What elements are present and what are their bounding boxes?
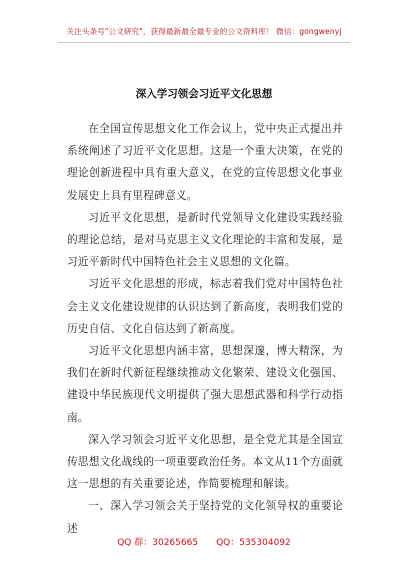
paragraph-2: 习近平文化思想，是新时代党领导文化建设实践经验的理论总结，是对马克思主义文化理论的丰富和发展，是习近平新时代中国特色社会主义思想的文化篇。 (67, 211, 343, 269)
document-body (67, 118, 343, 540)
paragraph-4: 习近平文化思想内涵丰富，思想深邃，博大精深，为我们在新时代新征程继续推动文化繁荣、建设文化强国、建设中华民族现代文明提供了强大思想武器和科学行动指南。 (67, 345, 343, 424)
paragraph-1: 在全国宣传思想文化工作会议上，党中央正式提出并系统阐述了习近平文化思想。这是一个重大决策，在党的理论创新进程中具有重大意义，在党的宣传思想文化事业发展史上具有里程碑意义。 (67, 123, 343, 202)
header-divider (58, 42, 350, 43)
footer-qq: QQ：535304092 (216, 538, 291, 548)
header-promo-note: 关注头条号"公文研究"，获得最新最全最专业的公文资料库！ 微信：gongwenyj (66, 27, 342, 36)
section-heading-1: 一、深入学习领会关于坚持党的文化领导权的重要论述 (67, 500, 343, 535)
footer-contact (0, 535, 408, 548)
paragraph-5: 深入学习领会习近平文化思想，是全党尤其是全国宣传思想文化战线的一项重要政治任务。本文从11个方面就这一思想的有关重要论述，作简要梳理和解读。 (67, 433, 343, 491)
document-title: 深入学习领会习近平文化思想 (135, 88, 273, 100)
footer-qq-group: QQ 群：30265665 (117, 538, 199, 548)
paragraph-3: 习近平文化思想的形成，标志着我们党对中国特色社会主义文化建设规律的认识达到了新高度，表明我们党的历史自信、文化自信达到了新高度。 (67, 278, 343, 335)
